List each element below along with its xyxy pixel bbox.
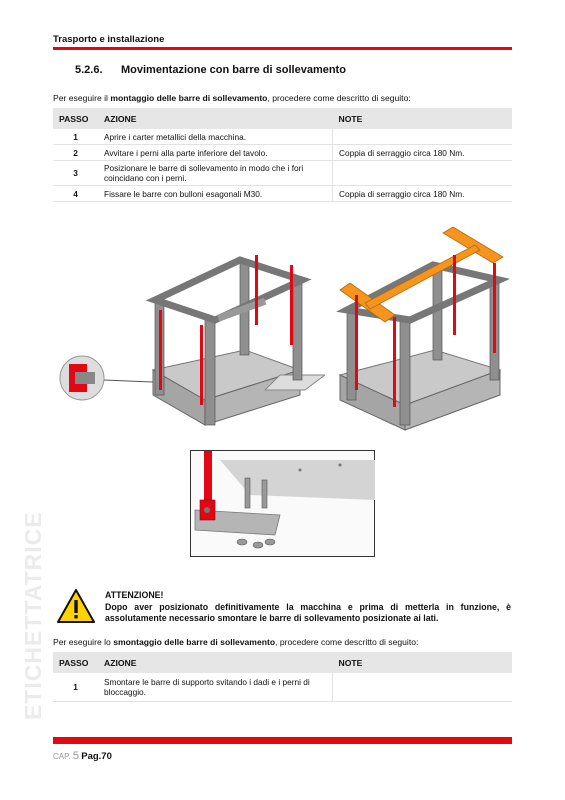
table-header-row: [53, 108, 512, 129]
table-row: [53, 673, 512, 702]
step-number: 4: [53, 186, 98, 202]
col-note-header: NOTE: [333, 652, 513, 673]
step-number: 1: [53, 673, 98, 702]
bolt-detail-illustration: [190, 450, 375, 557]
dismounting-steps-table: [53, 652, 512, 702]
intro-mounting: [53, 93, 411, 103]
section-heading: [75, 64, 346, 76]
step-action: Aprire i carter metallici della macchina.: [98, 129, 333, 145]
warning-text: Dopo aver posizionato definitivamente la macchina e prima di metterla in funzione, è assolutamente necessario smontare le barre di sollevamento posizionate ai lati.: [105, 602, 511, 623]
step-action: Smontare le barre di supporto svitando i dadi e i perni di bloccaggio.: [98, 673, 333, 702]
intro-mounting-pre: Per eseguire il: [53, 93, 111, 103]
header-title: Trasporto e installazione: [53, 34, 165, 45]
intro-mounting-post: , procedere come descritto di seguito:: [267, 93, 411, 103]
page-number: Pag.70: [81, 751, 112, 762]
step-number: 3: [53, 161, 98, 186]
table-header-row: [53, 652, 512, 673]
chapter-prefix: CAP.: [53, 752, 71, 761]
machine-with-bars-illustration: [55, 240, 325, 440]
step-note: Coppia di serraggio circa 180 Nm.: [333, 186, 513, 202]
chapter-number: 5: [72, 750, 79, 762]
machine-with-lifting-frame-illustration: [335, 225, 515, 435]
step-number: 1: [53, 129, 98, 145]
side-watermark-label: ETICHETTATRICE: [20, 511, 46, 720]
step-action: Posizionare le barre di sollevamento in modo che i fori coincidano con i perni.: [98, 161, 333, 186]
intro-dismounting: [53, 637, 418, 647]
col-action-header: AZIONE: [98, 108, 333, 129]
step-number: 2: [53, 145, 98, 161]
intro-dismounting-bold: smontaggio delle barre di sollevamento: [113, 637, 276, 647]
table-row: [53, 145, 512, 161]
col-note-header: NOTE: [333, 108, 513, 129]
col-step-header: PASSO: [53, 652, 98, 673]
table-row: [53, 161, 512, 186]
warning-icon: [57, 589, 95, 623]
footer: [53, 750, 112, 762]
step-note: Coppia di serraggio circa 180 Nm.: [333, 145, 513, 161]
intro-dismounting-post: , procedere come descritto di seguito:: [275, 637, 419, 647]
col-step-header: PASSO: [53, 108, 98, 129]
section-title: Movimentazione con barre di sollevamento: [121, 64, 346, 76]
step-note: [333, 673, 513, 702]
table-row: [53, 129, 512, 145]
intro-dismounting-pre: Per eseguire lo: [53, 637, 114, 647]
intro-mounting-bold: montaggio delle barre di sollevamento: [110, 93, 268, 103]
section-number: 5.2.6.: [75, 64, 103, 76]
step-action: Fissare le barre con bulloni esagonali M30.: [98, 186, 333, 202]
mounting-steps-table: [53, 108, 512, 202]
col-action-header: AZIONE: [98, 652, 333, 673]
header-rule: [53, 47, 512, 50]
step-note: [333, 129, 513, 145]
warning-title: ATTENZIONE!: [105, 590, 164, 600]
table-row: [53, 186, 512, 202]
footer-rule: [53, 737, 512, 744]
step-action: Avvitare i perni alla parte inferiore del tavolo.: [98, 145, 333, 161]
step-note: [333, 161, 513, 186]
